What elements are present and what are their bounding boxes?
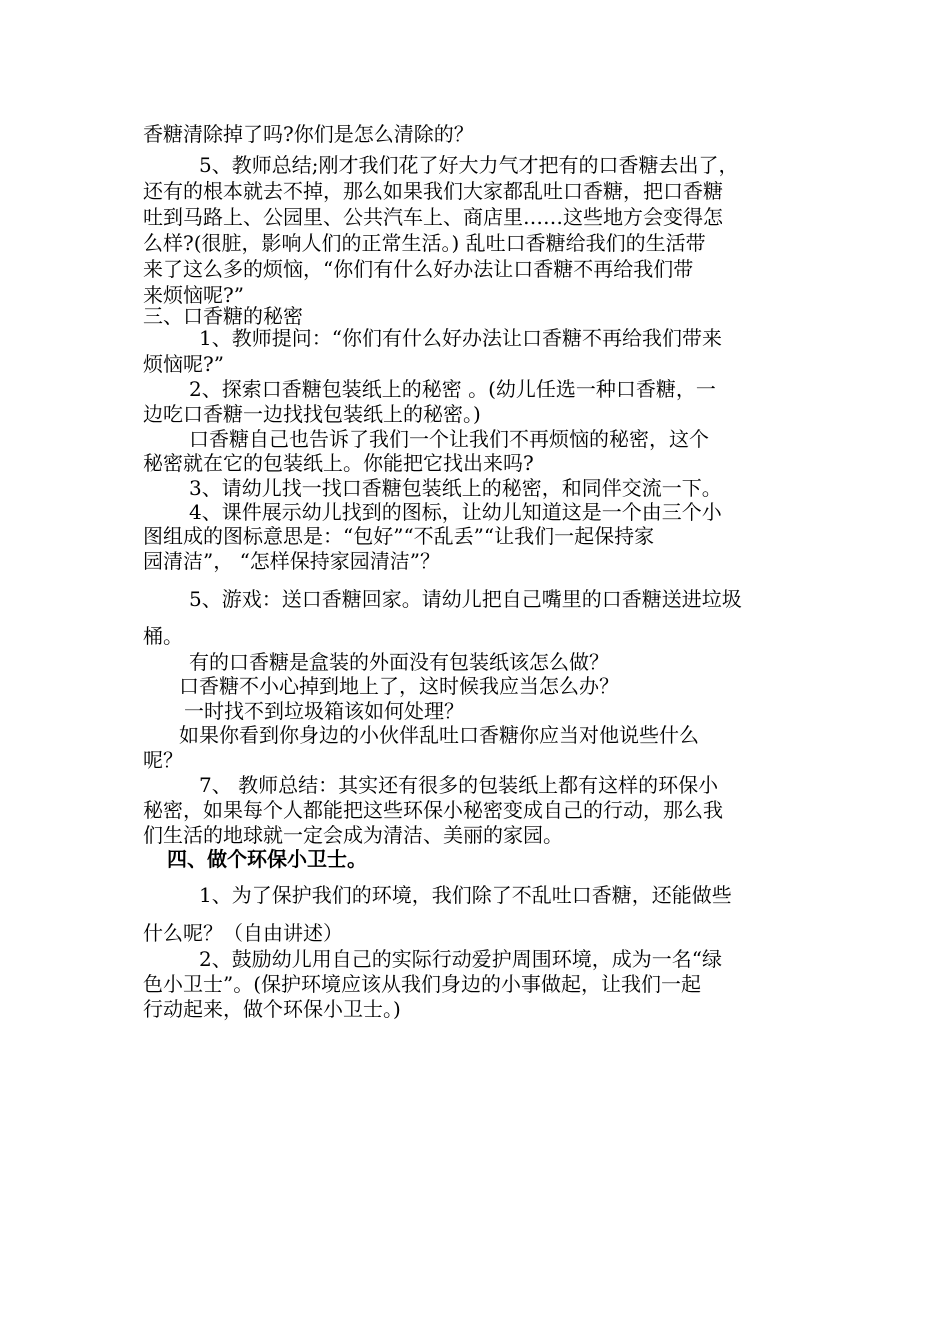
- text-line: 5、游戏：送口香糖回家。请幼儿把自己嘴里的口香糖送进垃圾: [189, 587, 742, 611]
- text-line: 还有的根本就去不掉，那么如果我们大家都乱吐口香糖，把口香糖: [143, 179, 723, 203]
- text-line: 5、教师总结;刚才我们花了好大力气才把有的口香糖去出了，: [199, 153, 739, 177]
- text-line: 来烦恼呢?”: [143, 283, 244, 307]
- text-line: 呢？: [143, 748, 183, 772]
- text-line: 们生活的地球就一定会成为清洁、美丽的家园。: [143, 823, 563, 847]
- text-line: 3、请幼儿找一找口香糖包装纸上的秘密，和同伴交流一下。: [189, 476, 722, 500]
- text-line: 烦恼呢?”: [143, 352, 224, 376]
- text-line: 如果你看到你身边的小伙伴乱吐口香糖你应当对他说些什么: [179, 723, 699, 747]
- text-line: 么样?(很脏，影响人们的正常生活。) 乱吐口香糖给我们的生活带: [143, 231, 706, 255]
- text-line: 什么呢？（自由讲述）: [143, 921, 343, 945]
- text-line: 园清洁”， “怎样保持家园清洁”？: [143, 549, 441, 573]
- text-line: 7、 教师总结：其实还有很多的包装纸上都有这样的环保小: [199, 773, 719, 797]
- text-line: 行动起来，做个环保小卫士。): [143, 997, 401, 1021]
- text-line: 1、教师提问：“你们有什么好办法让口香糖不再给我们带来: [199, 326, 722, 350]
- text-line: 秘密就在它的包装纸上。你能把它找出来吗?: [143, 451, 534, 475]
- text-line: 4、课件展示幼儿找到的图标，让幼儿知道这是一个由三个小: [189, 500, 722, 524]
- text-line: 有的口香糖是盒装的外面没有包装纸该怎么做？: [189, 650, 609, 674]
- text-line: 桶。: [143, 624, 183, 648]
- text-line: 秘密，如果每个人都能把这些环保小秘密变成自己的行动，那么我: [143, 798, 723, 822]
- text-line: 吐到马路上、公园里、公共汽车上、商店里……这些地方会变得怎: [143, 205, 723, 229]
- text-line: 来了这么多的烦恼，“你们有什么好办法让口香糖不再给我们带: [143, 257, 694, 281]
- text-line: 香糖清除掉了吗?你们是怎么清除的？: [143, 122, 474, 146]
- text-line: 色小卫士”。(保护环境应该从我们身边的小事做起，让我们一起: [143, 972, 702, 996]
- text-line: 1、为了保护我们的环境，我们除了不乱吐口香糖，还能做些: [199, 883, 732, 907]
- text-line: 图组成的图标意思是：“包好”“不乱丢”“让我们一起保持家: [143, 524, 655, 548]
- section-heading: 四、做个环保小卫士。: [167, 847, 367, 871]
- text-line: 口香糖不小心掉到地上了，这时候我应当怎么办？: [179, 674, 619, 698]
- text-line: 边吃口香糖一边找找包装纸上的秘密。): [143, 402, 481, 426]
- text-line: 2、探索口香糖包装纸上的秘密 。(幼儿任选一种口香糖，一: [189, 377, 716, 401]
- text-line: 口香糖自己也告诉了我们一个让我们不再烦恼的秘密，这个: [189, 427, 709, 451]
- section-heading: 三、口香糖的秘密: [143, 304, 303, 328]
- text-line: 2、鼓励幼儿用自己的实际行动爱护周围环境，成为一名“绿: [199, 947, 722, 971]
- text-line: 一时找不到垃圾箱该如何处理？: [184, 699, 464, 723]
